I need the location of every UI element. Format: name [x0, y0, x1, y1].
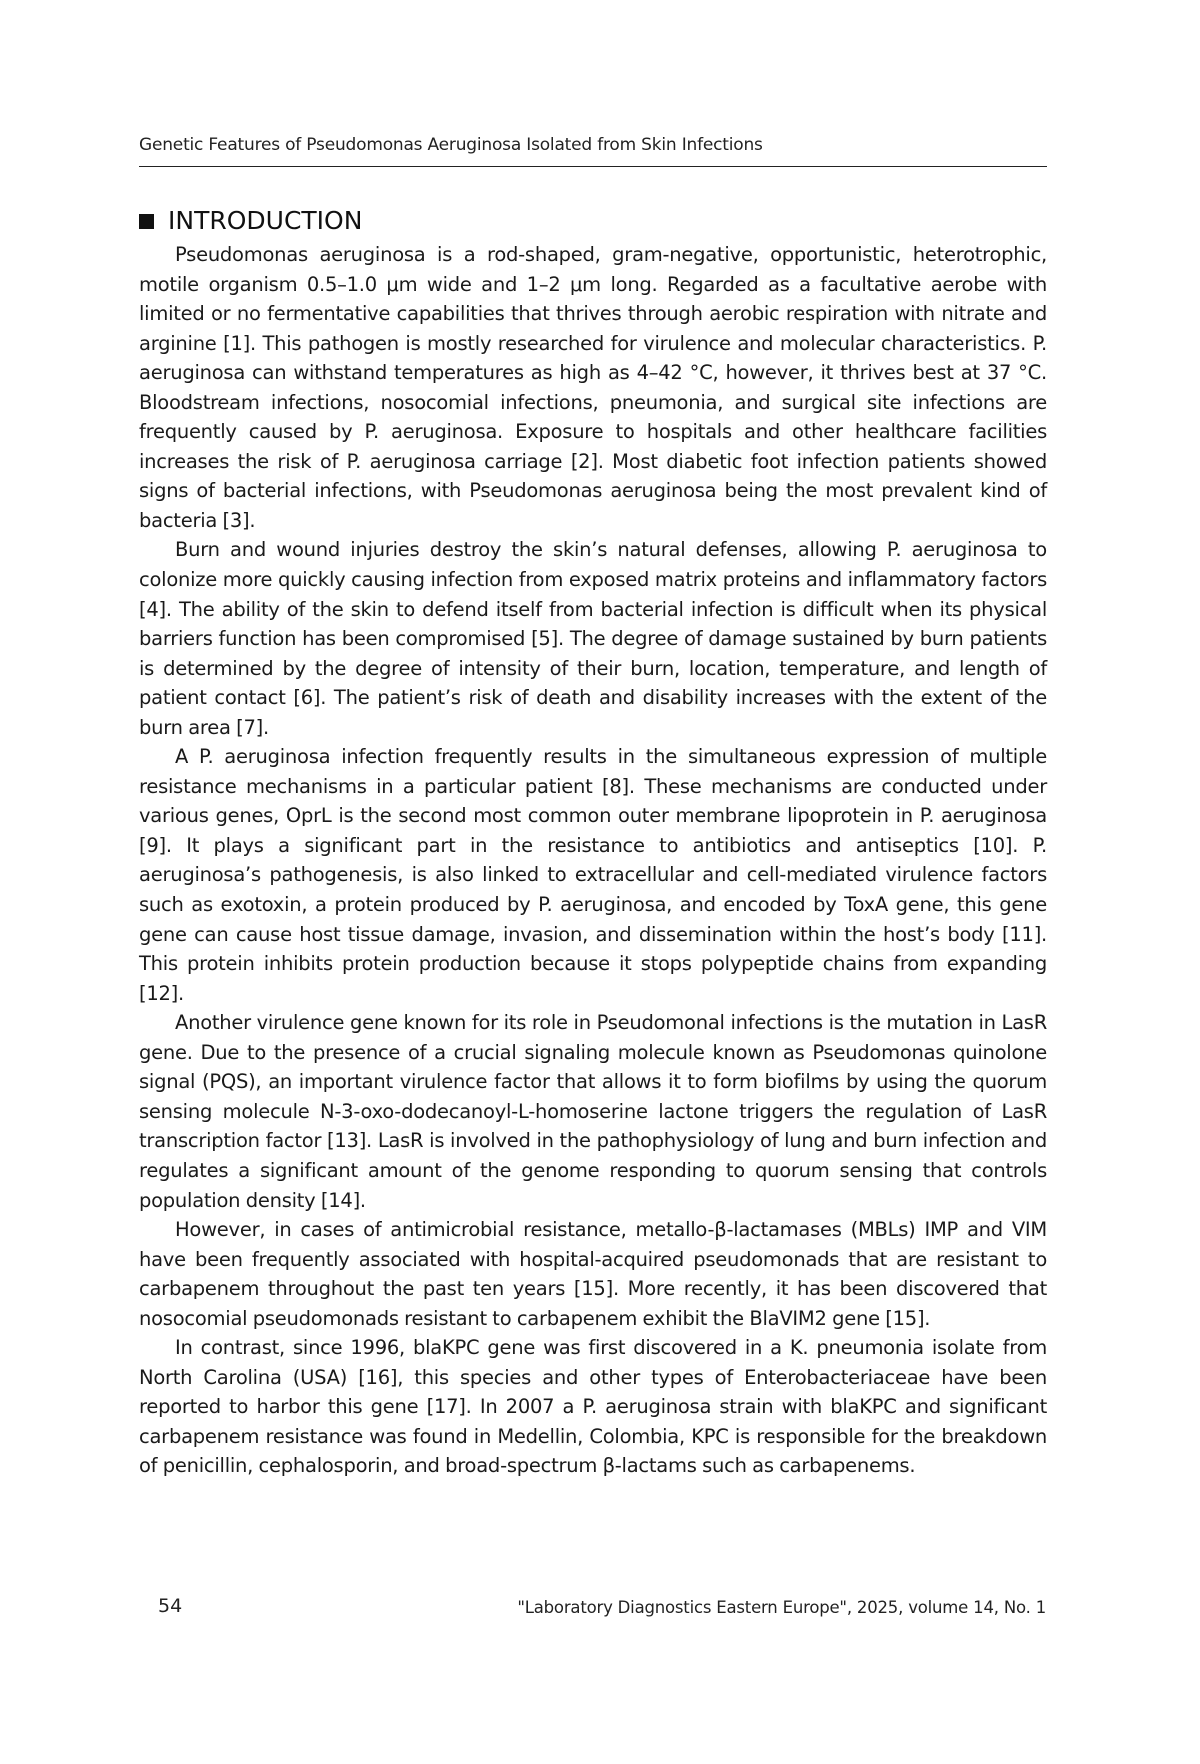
square-bullet-icon: [139, 214, 154, 229]
paragraph: Burn and wound injuries destroy the skin’s natural defenses, allowing P. aeruginosa to colonize more quickly causing infection from exposed matrix proteins and inflammatory factors [4]. The ability of the skin to defend itself from bacterial infection is difficult when its physical barriers function has been compromised [5]. The degree of damage sustained by burn patients is determined by the degree of intensity of their burn, location, temperature, and length of patient contact [6]. The patient’s risk of death and disability increases with the extent of the burn area [7].: [139, 538, 1047, 739]
paragraph: In contrast, since 1996, blaKPC gene was first discovered in a K. pneumonia isolate from North Carolina (USA) [16], this species and other types of Enterobacteriaceae have been reported to harbor this gene [17]. In 2007 a P. aeruginosa strain with blaKPC and significant carbapenem resistance was found in Medellin, Colombia, KPC is responsible for the breakdown of penicillin, cephalosporin, and broad-spectrum β-lactams such as carbapenems.: [139, 1336, 1047, 1478]
paragraph: A P. aeruginosa infection frequently results in the simultaneous expression of multiple resistance mechanisms in a particular patient [8]. These mechanisms are conducted under various genes, OprL is the second most common outer membrane lipoprotein in P. aeruginosa [9]. It plays a significant part in the resistance to antibiotics and antiseptics [10]. P. aeruginosa’s pathogenesis, is also linked to extracellular and cell-mediated virulence factors such as exotoxin, a protein produced by P. aeruginosa, and encoded by ToxA gene, this gene gene can cause host tissue damage, invasion, and dissemination within the host’s body [11]. This protein inhibits protein production because it stops polypeptide chains from expanding [12].: [139, 745, 1047, 1005]
page-number: 54: [158, 1595, 183, 1617]
header-rule: [139, 166, 1047, 167]
journal-citation: "Laboratory Diagnostics Eastern Europe", 2025, volume 14, No. 1: [517, 1598, 1046, 1617]
paragraph: Pseudomonas aeruginosa is a rod-shaped, gram-negative, opportunistic, heterotrophic, motile organism 0.5–1.0 μm wide and 1–2 μm long. Regarded as a facultative aerobe with limited or no fermentative capabilities that thrives through aerobic respiration with nitrate and arginine [1]. This pathogen is mostly researched for virulence and molecular characteristics. P. aeruginosa can withstand temperatures as high as 4–42 °C, however, it thrives best at 37 °C. Bloodstream infections, nosocomial infections, pneumonia, and surgical site infections are frequently caused by P. aeruginosa. Exposure to hospitals and other healthcare facilities increases the risk of P. aeruginosa carriage [2]. Most diabetic foot infection patients showed signs of bacterial infections, with Pseudomonas aeruginosa being the most prevalent kind of bacteria [3].: [139, 243, 1047, 532]
paragraph: Another virulence gene known for its role in Pseudomonal infections is the mutation in LasR gene. Due to the presence of a crucial signaling molecule known as Pseudomonas quinolone signal (PQS), an important virulence factor that allows it to form biofilms by using the quorum sensing molecule N-3-oxo-dodecanoyl-L-homoserine lactone triggers the regulation of LasR transcription factor [13]. LasR is involved in the pathophysiology of lung and burn infection and regulates a significant amount of the genome responding to quorum sensing that controls population density [14].: [139, 1011, 1047, 1212]
body-text: [139, 240, 1047, 1481]
paragraph: However, in cases of antimicrobial resistance, metallo-β-lactamases (MBLs) IMP and VIM have been frequently associated with hospital-acquired pseudomonads that are resistant to carbapenem throughout the past ten years [15]. More recently, it has been discovered that nosocomial pseudomonads resistant to carbapenem exhibit the BlaVIM2 gene [15].: [139, 1218, 1047, 1330]
running-header: Genetic Features of Pseudomonas Aeruginosa Isolated from Skin Infections: [139, 135, 763, 155]
section-heading: [139, 206, 362, 236]
section-title: INTRODUCTION: [168, 206, 363, 235]
